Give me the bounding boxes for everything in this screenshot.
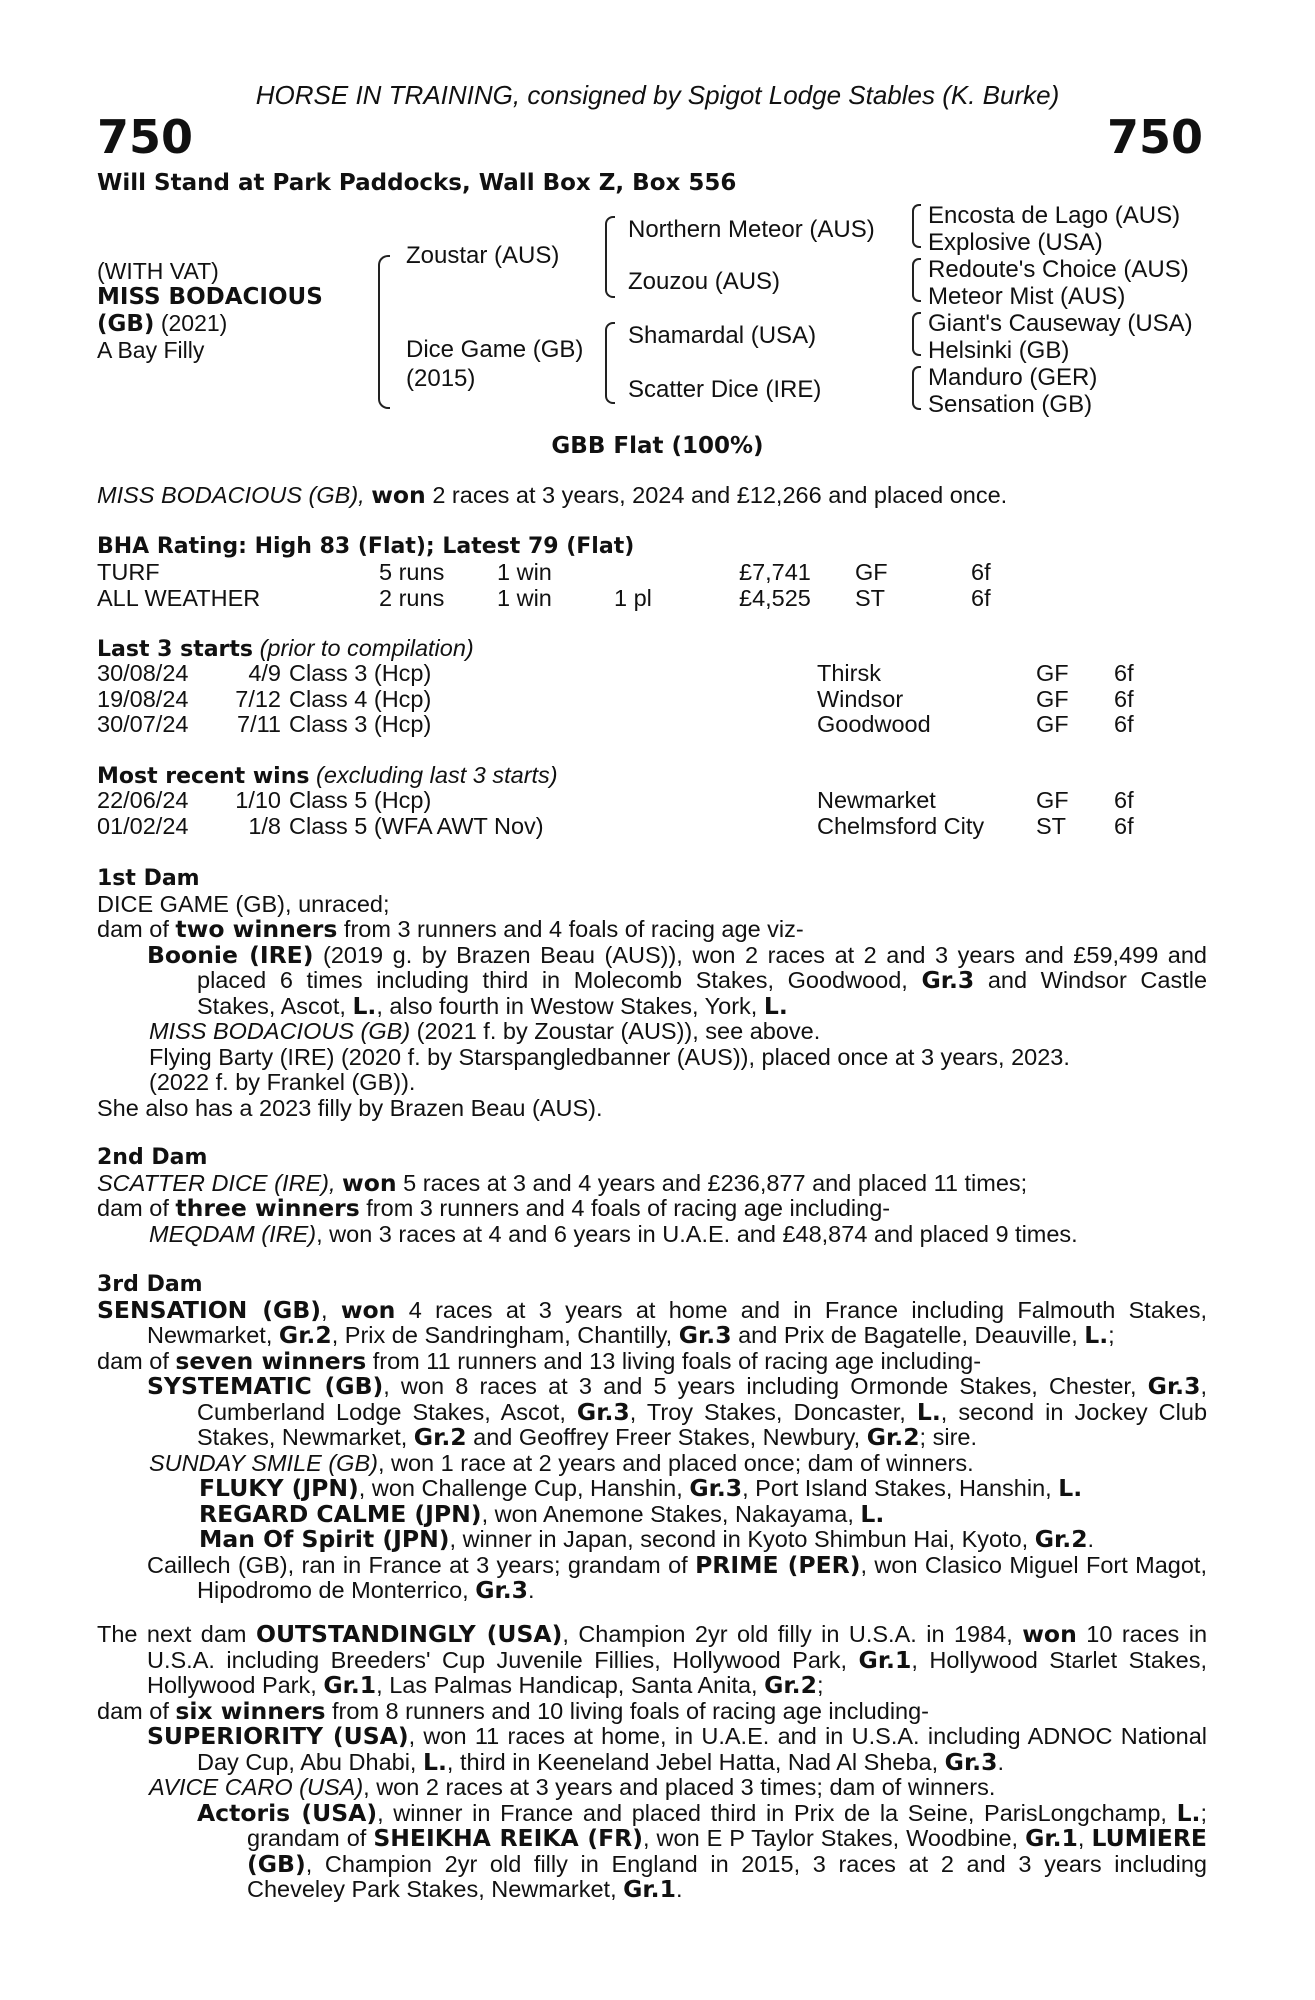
distance-cell: 6f (1114, 711, 1134, 737)
listed-badge: L. (423, 1747, 447, 1776)
boonie-text-c: , also fourth in Westow Stakes, York, (376, 992, 758, 1019)
date-cell: 01/02/24 (97, 812, 189, 839)
prime-name: PRIME (PER) (695, 1550, 861, 1579)
won-text: won (342, 1168, 397, 1197)
pedigree-brace-main (378, 255, 390, 409)
wins-cell: 1 win (497, 559, 552, 585)
first-dam-section (97, 866, 1207, 1121)
caillech-text-a: Caillech (GB), ran in France at 3 years; grandam of (147, 1551, 688, 1578)
pedigree-dd: Scatter Dice (IRE) (628, 376, 822, 403)
placed-cell: 1 pl (614, 584, 652, 611)
pedigree-sire: Zoustar (AUS) (406, 242, 560, 269)
dam-of-text: dam of (97, 1347, 169, 1374)
regard-calme-name: REGARD CALME (JPN) (199, 1499, 482, 1528)
listed-badge: L. (1058, 1474, 1083, 1502)
second-dam-title: 2nd Dam (97, 1145, 208, 1170)
last3-note: (prior to compilation) (259, 635, 474, 661)
summary-line (97, 483, 1207, 509)
going-cell: GF (1036, 787, 1069, 813)
pedigree-sdd: Meteor Mist (AUS) (928, 283, 1126, 310)
regard-calme-text: , won Anemone Stakes, Nakayama, (481, 1500, 854, 1527)
man-of-spirit-name: Man Of Spirit (JPN) (199, 1525, 450, 1553)
third-dam-title: 3rd Dam (97, 1272, 203, 1297)
recent-wins-table (97, 788, 1207, 840)
grade-badge: Gr.3 (921, 966, 975, 994)
meqdam-text: , won 3 races at 4 and 6 years in U.A.E. and £48,874 and placed 9 times. (316, 1220, 1078, 1247)
foals-text: from 8 runners and 10 living foals of racing age including- (332, 1697, 930, 1724)
recent-wins-title: Most recent wins (97, 764, 310, 789)
recent-wins-note: (excluding last 3 starts) (316, 762, 558, 788)
systematic-text-e: and Geoffrey Freer Stakes, Newbury, (473, 1424, 861, 1450)
last3-heading (97, 636, 1207, 663)
summary-rest: 2 races at 3 years, 2024 and £12,266 and placed once. (432, 482, 1008, 508)
flying-barty-entry: Flying Barty (IRE) (2020 f. by Starspangledbanner (AUS)), placed once at 3 years, 2023. (149, 1043, 1070, 1070)
fluky-text-b: , Port Island Stakes, Hanshin, (742, 1475, 1052, 1501)
dam-of-text: dam of (97, 916, 169, 942)
recent-wins-heading (97, 763, 1207, 790)
second-dam-section (97, 1145, 1207, 1247)
superiority-text-a: , won 11 races at home, in U.A.E. and in U.S.A. including ADNOC National Day Cup, Abu Dhabi, (197, 1723, 1207, 1775)
pedigree-dss: Giant's Causeway (USA) (928, 310, 1193, 337)
going-cell: GF (1036, 711, 1069, 737)
miss-bodacious-entry (97, 1019, 1207, 1045)
rating-line: GBB Flat (100%) (551, 433, 764, 459)
avice-caro-name: AVICE CARO (USA) (149, 1774, 364, 1800)
pedigree-brace-dd (912, 366, 921, 410)
sensation-text-c: and Prix de Bagatelle, Deauville, (738, 1322, 1078, 1348)
grade-badge: Gr.1 (323, 1671, 377, 1699)
systematic-entry (97, 1374, 1207, 1451)
runs-cell: 5 runs (379, 559, 445, 585)
pedigree-dsd: Helsinki (GB) (928, 337, 1070, 364)
grade-badge: Gr.1 (623, 1875, 676, 1903)
listed-badge: L. (763, 991, 788, 1020)
bha-title: BHA Rating: High 83 (Flat); Latest 79 (Flat) (97, 534, 635, 559)
grade-badge: Gr.3 (1147, 1372, 1201, 1400)
foals-text: from 3 runners and 4 foals of racing age viz- (343, 916, 804, 942)
outstandingly-entry: The next dam OUTSTANDINGLY (USA), Champion 2yr old filly in U.S.A. in 1984, won 10 races in U.S.A. including Breeders' Cup Juvenile Fillies, Hollywood Park, Gr.1, Hollywood Starlet Stakes, Hollywood Park, Gr.1, Las Palmas Handicap, Santa Anita, Gr.2; (97, 1620, 1208, 1699)
actoris-text-c: , won E P Taylor Stakes, Woodbine, (643, 1825, 1019, 1851)
grade-badge: Gr.1 (858, 1645, 912, 1674)
sensation-text-b: , Prix de Sandringham, Chantilly, (331, 1322, 673, 1348)
date-cell: 19/08/24 (97, 685, 189, 712)
pedigree-brace-dam (605, 322, 615, 404)
going-cell: GF (1036, 685, 1069, 712)
listed-badge: L. (1176, 1798, 1201, 1827)
summary-won: won (371, 481, 426, 509)
sunday-smile-name: SUNDAY SMILE (GB) (149, 1449, 378, 1476)
horse-country: (GB) (97, 311, 155, 337)
win-row (97, 814, 1207, 840)
prize-cell: £7,741 (739, 559, 811, 585)
boonie-entry (97, 940, 1208, 1020)
position-cell: 7/11 (237, 711, 281, 737)
fluky-name: FLUKY (JPN) (199, 1474, 359, 1502)
position-cell: 4/9 (248, 660, 281, 686)
distance-cell: 6f (1114, 812, 1134, 839)
distance-cell: 6f (971, 559, 991, 585)
grade-badge: Gr.2 (764, 1671, 817, 1699)
listed-badge: L. (352, 991, 377, 1020)
position-cell: 7/12 (235, 685, 281, 712)
foal-2022-entry: (2022 f. by Frankel (GB)). (149, 1069, 416, 1095)
lot-number-right: 750 (1106, 110, 1203, 164)
grade-badge: Gr.1 (1025, 1824, 1078, 1852)
summary-horse: MISS BODACIOUS (GB), (97, 482, 365, 508)
distance-cell: 6f (971, 584, 991, 611)
third-dam-line2 (97, 1346, 1207, 1375)
foals-text: from 11 runners and 13 living foals of racing age including- (372, 1347, 982, 1374)
pedigree-dds: Manduro (GER) (928, 364, 1098, 391)
won-text: won (1022, 1620, 1077, 1648)
fluky-entry (97, 1476, 1207, 1502)
boonie-text-b: and Windsor Castle Stakes, Ascot, (197, 967, 1208, 1019)
sunday-smile-text: , won 1 race at 2 years and placed once; dam of winners. (377, 1449, 974, 1476)
man-of-spirit-entry: Man Of Spirit (JPN), winner in Japan, second in Kyoto Shimbun Hai, Kyoto, Gr.2. (199, 1525, 1095, 1553)
date-cell: 22/06/24 (97, 787, 189, 813)
man-of-spirit-text: , winner in Japan, second in Kyoto Shimbun Hai, Kyoto, (449, 1526, 1029, 1552)
pedigree-ds: Shamardal (USA) (628, 322, 817, 349)
pedigree-brace-sire (605, 216, 615, 298)
going-cell: GF (855, 559, 888, 585)
grade-badge: Gr.2 (278, 1321, 332, 1349)
systematic-text-f: ; sire. (919, 1424, 978, 1450)
consignment-line: HORSE IN TRAINING, consigned by Spigot Lodge Stables (K. Burke) (255, 80, 1060, 110)
position-cell: 1/8 (248, 812, 281, 839)
next-dam-section (97, 1622, 1207, 1903)
superiority-entry: SUPERIORITY (USA), won 11 races at home, in U.A.E. and in U.S.A. including ADNOC National Day Cup, Abu Dhabi, L., third in Keeneland Jebel Hatta, Nad Al Sheba, Gr.3. (147, 1722, 1207, 1776)
miss-bodacious-text: (2021 f. by Zoustar (AUS)), see above. (416, 1018, 821, 1044)
winners-count: six winners (175, 1696, 326, 1725)
actoris-text-d: , Champion 2yr old filly in England in 2015, 3 races at 2 and 3 years including Cheveley Park Stakes, Newmarket, (247, 1850, 1207, 1902)
bha-row (97, 586, 1207, 612)
pedigree-ddd: Sensation (GB) (928, 391, 1093, 418)
runs-cell: 2 runs (379, 584, 445, 611)
surface-cell: ALL WEATHER (97, 584, 261, 611)
pedigree-brace-ds (912, 312, 921, 356)
surface-cell: TURF (97, 559, 160, 585)
wins-cell: 1 win (497, 584, 552, 611)
sensation-text-a: 4 races at 3 years at home and in France including Falmouth Stakes, Newmarket, (147, 1296, 1207, 1348)
winners-count: two winners (175, 915, 338, 943)
date-cell: 30/07/24 (97, 711, 189, 737)
distance-cell: 6f (1114, 660, 1134, 686)
listed-badge: L. (860, 1499, 885, 1528)
systematic-text-d: , second in Jockey Club Stakes, Newmarket, (197, 1398, 1208, 1450)
last3-table (97, 661, 1207, 739)
outstandingly-text-c: , Hollywood Starlet Stakes, Hollywood Park, (147, 1646, 1208, 1698)
distance-cell: 6f (1114, 787, 1134, 813)
grade-badge: Gr.2 (413, 1423, 467, 1451)
course-cell: Thirsk (817, 660, 881, 686)
outstandingly-name: OUTSTANDINGLY (USA) (255, 1620, 563, 1648)
boonie-name: Boonie (IRE) (147, 940, 314, 969)
third-dam-section (97, 1272, 1207, 1604)
pedigree-dam: Dice Game (GB) (406, 336, 584, 363)
grade-badge: Gr.3 (678, 1321, 732, 1349)
outstandingly-text-b: 10 races in U.S.A. including Breeders' Cup Juvenile Fillies, Hollywood Park, (147, 1621, 1208, 1673)
sensation-entry: SENSATION (GB), won 4 races at 3 years at home and in France including Falmouth Stakes, Newmarket, Gr.2, Prix de Sandringham, Chantilly, Gr.3 and Prix de Bagatelle, Deauville, L.; (97, 1295, 1207, 1349)
grade-badge: Gr.3 (689, 1474, 743, 1502)
horse-year: (2021) (160, 310, 228, 336)
avice-caro-entry (97, 1775, 1207, 1801)
lot-number-left: 750 (97, 110, 194, 164)
outstandingly-text-d: , Las Palmas Handicap, Santa Anita, (376, 1672, 758, 1698)
win-row (97, 788, 1207, 814)
class-cell: Class 4 (Hcp) (289, 685, 432, 712)
next-dam-line2 (97, 1696, 1207, 1725)
foals-text: from 3 runners and 4 foals of racing age including- (366, 1195, 891, 1221)
vat-note: (WITH VAT) (97, 258, 219, 284)
listed-badge: L. (1084, 1321, 1109, 1349)
avice-caro-text: , won 2 races at 3 years and placed 3 times; dam of winners. (363, 1774, 996, 1800)
pedigree-sd: Zouzou (AUS) (628, 268, 781, 295)
prize-cell: £4,525 (739, 584, 811, 611)
going-cell: ST (1036, 812, 1067, 839)
actoris-entry: Actoris (USA), winner in France and placed third in Prix de la Seine, ParisLongchamp, L.; grandam of SHEIKHA REIKA (FR), won E P Taylor Stakes, Woodbine, Gr.1, LUMIERE (GB), Champion 2yr old filly in England in 2015, 3 races at 2 and 3 years including Cheveley Park Stakes, Newmarket, Gr.1. (197, 1798, 1208, 1903)
also-has-line: She also has a 2023 filly by Brazen Beau (AUS). (97, 1094, 603, 1121)
fluky-text-a: , won Challenge Cup, Hanshin, (358, 1475, 683, 1501)
second-dam-line1 (97, 1168, 1207, 1197)
class-cell: Class 3 (Hcp) (289, 660, 432, 686)
systematic-text-c: , Troy Stakes, Doncaster, (629, 1398, 906, 1425)
lumiere-name: LUMIERE (GB) (247, 1824, 1207, 1878)
systematic-name: SYSTEMATIC (GB) (147, 1372, 384, 1400)
first-dam-title: 1st Dam (97, 866, 200, 891)
horse-description: A Bay Filly (97, 337, 205, 363)
outstandingly-text-a: , Champion 2yr old filly in U.S.A. in 1984, (562, 1621, 1013, 1647)
pedigree-ssd: Explosive (USA) (928, 229, 1103, 256)
winners-count: seven winners (175, 1346, 367, 1375)
stand-location: Will Stand at Park Paddocks, Wall Box Z, Box 556 (97, 170, 737, 196)
horse-name: MISS BODACIOUS (97, 284, 323, 310)
going-cell: GF (1036, 660, 1069, 686)
date-cell: 30/08/24 (97, 660, 189, 686)
last3-title: Last 3 starts (97, 637, 254, 662)
sensation-name: SENSATION (GB) (97, 1295, 321, 1324)
grade-badge: Gr.2 (866, 1423, 920, 1451)
caillech-entry: Caillech (GB), ran in France at 3 years; grandam of PRIME (PER), won Clasico Miguel Fort Magot, Hipodromo de Monterrico, Gr.3. (147, 1550, 1207, 1604)
actoris-text-b: ; grandam of (247, 1799, 1208, 1851)
sunday-smile-entry (97, 1451, 1207, 1477)
caillech-text-b: , won Clasico Miguel Fort Magot, Hipodromo de Monterrico, (197, 1551, 1207, 1603)
grade-badge: Gr.3 (475, 1576, 529, 1604)
regard-calme-entry (97, 1499, 1207, 1528)
start-row (97, 661, 1207, 687)
miss-bodacious-name: MISS BODACIOUS (GB) (149, 1018, 411, 1044)
dam-of-text: dam of (97, 1697, 169, 1724)
course-cell: Newmarket (817, 787, 936, 813)
start-row (97, 712, 1207, 738)
scatter-dice-name: SCATTER DICE (IRE), (97, 1169, 336, 1196)
superiority-text-b: , third in Keeneland Jebel Hatta, Nad Al Sheba, (446, 1748, 939, 1775)
actoris-text-a: , winner in France and placed third in Prix de la Seine, ParisLongchamp, (377, 1799, 1167, 1826)
next-dam-intro: The next dam (97, 1621, 247, 1647)
pedigree-dam-year: (2015) (406, 365, 476, 392)
pedigree-brace-sd (912, 258, 921, 302)
listed-badge: L. (916, 1397, 941, 1426)
scatter-dice-text: 5 races at 3 and 4 years and £236,877 and placed 11 times; (403, 1169, 1028, 1196)
actoris-name: Actoris (USA) (197, 1798, 378, 1827)
pedigree-sds: Redoute's Choice (AUS) (928, 256, 1189, 283)
systematic-text-b: , Cumberland Lodge Stakes, Ascot, (197, 1373, 1207, 1425)
class-cell: Class 5 (Hcp) (289, 787, 432, 813)
start-row (97, 687, 1207, 713)
pedigree-brace-ss (912, 204, 921, 248)
bha-table (97, 560, 1207, 612)
grade-badge: Gr.2 (1034, 1525, 1088, 1553)
meqdam-entry (97, 1222, 1207, 1248)
course-cell: Chelmsford City (817, 812, 985, 839)
course-cell: Windsor (817, 685, 904, 712)
pedigree-ss: Northern Meteor (AUS) (628, 216, 875, 243)
systematic-text-a: , won 8 races at 3 and 5 years including Ormonde Stakes, Chester, (383, 1373, 1137, 1399)
meqdam-name: MEQDAM (IRE) (149, 1220, 317, 1247)
class-cell: Class 3 (Hcp) (289, 711, 432, 737)
boonie-text-a: (2019 g. by Brazen Beau (AUS)), won 2 races at 2 and 3 years and £59,499 and placed 6 times including third in Molecomb Stakes, Goodwood, (197, 941, 1208, 993)
bha-row (97, 560, 1207, 586)
sheikha-reika-name: SHEIKHA REIKA (FR) (373, 1824, 644, 1852)
distance-cell: 6f (1114, 685, 1134, 712)
grade-badge: Gr.3 (944, 1747, 998, 1776)
dam-of-text: dam of (97, 1195, 169, 1221)
grade-badge: Gr.3 (576, 1397, 630, 1426)
superiority-name: SUPERIORITY (USA) (147, 1722, 409, 1750)
first-dam-line2 (97, 917, 1207, 943)
position-cell: 1/10 (235, 787, 281, 813)
going-cell: ST (855, 584, 886, 611)
won-text: won (340, 1295, 396, 1324)
class-cell: Class 5 (WFA AWT Nov) (289, 812, 544, 839)
winners-count: three winners (175, 1194, 360, 1222)
first-dam-line1: DICE GAME (GB), unraced; (97, 890, 390, 917)
second-dam-line2 (97, 1196, 1207, 1222)
course-cell: Goodwood (817, 711, 931, 737)
horse-identity (97, 258, 323, 363)
pedigree-sss: Encosta de Lago (AUS) (928, 202, 1181, 229)
